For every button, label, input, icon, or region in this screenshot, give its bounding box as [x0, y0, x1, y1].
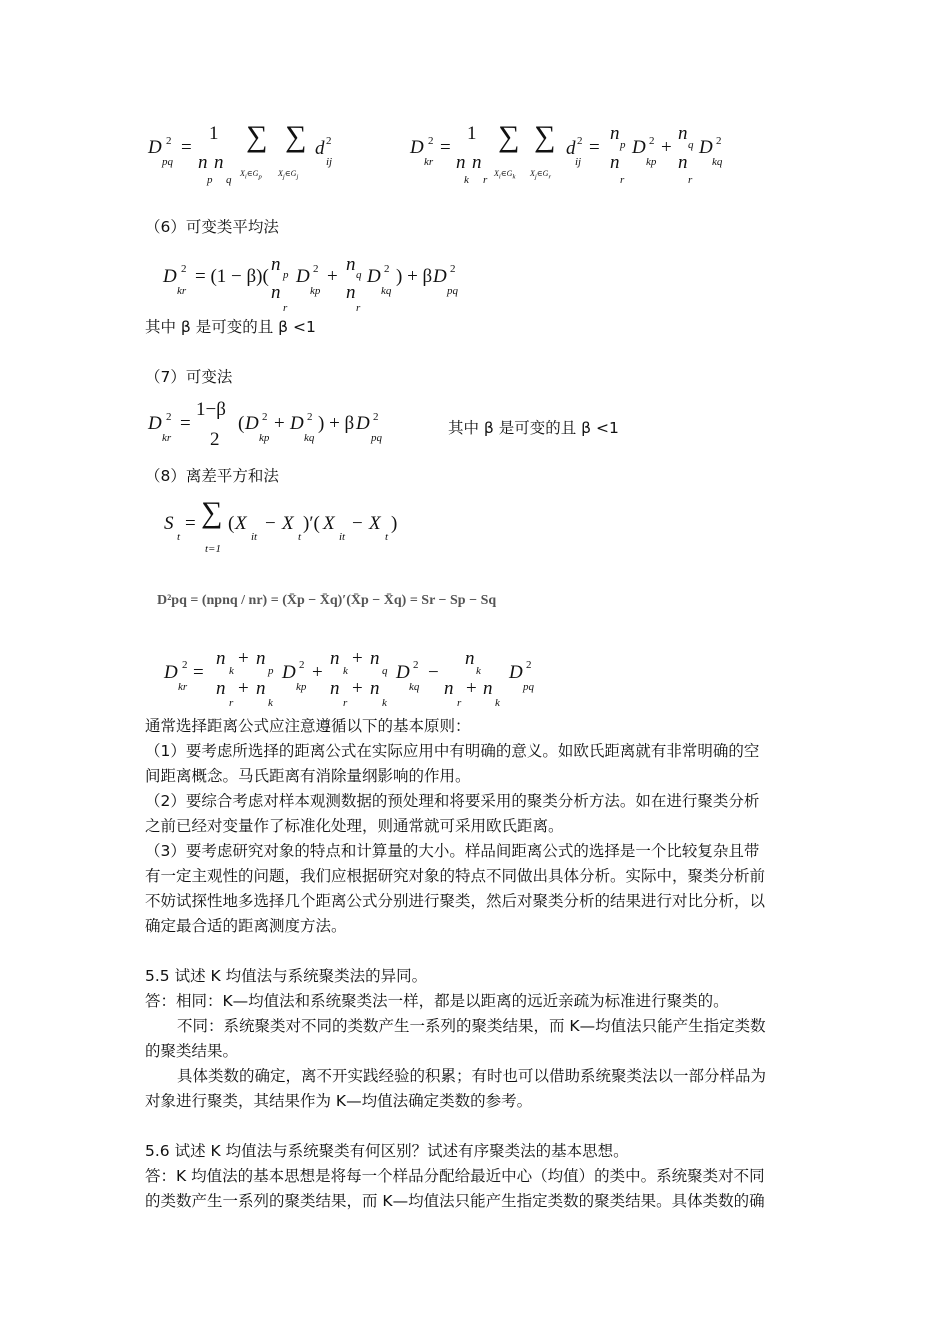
answer-line: 具体类数的确定，离不开实践经验的积累；有时也可以借助系统聚类法以一部分样品为 — [177, 1067, 767, 1085]
heading-variable-class-average: （6）可变类平均法 — [145, 218, 279, 236]
question-5-6-title: 5.6 试述 K 均值法与系统聚类有何区别？试述有序聚类法的基本思想。 — [145, 1142, 629, 1160]
document-page: D 2 pq = 1 n n p q ∑ ∑ $X_i\in G_p$ $X_j\in G_j$ d 2 ij D 2 kr = 1 n n k r ∑ ∑ $X_i\in G_k$ $X_j\in G_r$ d 2 ij = n p n r D 2 kp + n q n r D 2 kq （6）可变类平均法 D 2 kr = (1 − β)( n p n r D 2 kp + n q n r D 2 kq ) + β D 2 pq 其中 β 是可变的且 β <1 （7）可变法 D 2 kr = 1−β 2 ( D 2 kp + D 2 kq ) + β D 2 pq 其中 β 是可变的且 β <1 （8）离差平方和法 S t = ∑ t=1 ( X it − X t )′( X it − X t ) D²pq = (npnq / nr) = (X̄p − X̄q)′(X̄p − X̄q) = Sr − Sp − Sq D 2 kr = n k + n p n r + n k D 2 kp + n k + n q n r + n k D 2 kq − n k n r + n k D 2 pq 通常选择距离公式应注意遵循以下的基本原则： （1）要考虑所选择的距离公式在实际应用中有明确的意义。如欧氏距离就有非常明确的空 间距离概念。马氏距离有消除量纲影响的作用。 （2）要综合考虑对样本观测数据的预处理和将要采用的聚类分析方法。如在进行聚类分析 之前已经对变量作了标准化处理，则通常就可采用欧氏距离。 （3）要考虑研究对象的特点和计算量的大小。样品间距离公式的选择是一个比较复杂且带 有一定主观性的问题，我们应根据研究对象的特点不同做出具体分析。实际中，聚类分析前 不妨试探性地多选择几个距离公式分别进行聚类，然后对聚类分析的结果进行对比分析，以 确定最合适的距离测度方法。 5.5 试述 K 均值法与系统聚类法的异同。 答：相同：K—均值法和系统聚类法一样，都是以距离的远近亲疏为标准进行聚类的。 不同：系统聚类对不同的类数产生一系列的聚类结果，而 K—均值法只能产生指定类数 的聚类结果。 具体类数的确定，离不开实践经验的积累；有时也可以借助系统聚类法以一部分样品为 对象进行聚类，其结果作为 K—均值法确定类数的参考。 5.6 试述 K 均值法与系统聚类有何区别？试述有序聚类法的基本思想。 答：K 均值法的基本思想是将每一个样品分配给最近中心（均值）的类中。系统聚类对不同 的类数产生一系列的聚类结果，而 K—均值法只能产生指定类数的聚类结果。具体类数的确 — [0, 0, 950, 1344]
beta-note-6: 其中 β 是可变的且 β <1 — [145, 318, 316, 336]
principle-line: （2）要综合考虑对样本观测数据的预处理和将要采用的聚类分析方法。如在进行聚类分析 — [145, 792, 760, 810]
principle-line: 有一定主观性的问题，我们应根据研究对象的特点不同做出具体分析。实际中，聚类分析前 — [145, 867, 766, 885]
heading-variable-method: （7）可变法 — [145, 368, 233, 386]
answer-line: 答：K 均值法的基本思想是将每一个样品分配给最近中心（均值）的类中。系统聚类对不同 — [145, 1167, 765, 1185]
principle-line: （3）要考虑研究对象的特点和计算量的大小。样品间距离公式的选择是一个比较复杂且带 — [145, 842, 760, 860]
principle-line: 不妨试探性地多选择几个距离公式分别进行聚类，然后对聚类分析的结果进行对比分析，以 — [145, 892, 766, 910]
answer-line: 答：相同：K—均值法和系统聚类法一样，都是以距离的远近亲疏为标准进行聚类的。 — [145, 992, 729, 1010]
heading-ward-method: （8）离差平方和法 — [145, 467, 279, 485]
answer-line: 不同：系统聚类对不同的类数产生一系列的聚类结果，而 K—均值法只能产生指定类数 — [177, 1017, 766, 1035]
principle-line: 确定最合适的距离测度方法。 — [145, 917, 347, 935]
question-5-5-title: 5.5 试述 K 均值法与系统聚类法的异同。 — [145, 967, 428, 985]
formula-image-ward: D²pq = (npnq / nr) = (X̄p − X̄q)′(X̄p − X̄q) = Sr − Sp − Sq — [157, 593, 497, 608]
principles-intro: 通常选择距离公式应注意遵循以下的基本原则： — [145, 717, 471, 735]
principle-line: 间距离概念。马氏距离有消除量纲影响的作用。 — [145, 767, 471, 785]
principle-line: （1）要考虑所选择的距离公式在实际应用中有明确的意义。如欧氏距离就有非常明确的空 — [145, 742, 760, 760]
answer-line: 的聚类结果。 — [145, 1042, 239, 1060]
beta-note-7: 其中 β 是可变的且 β <1 — [448, 419, 619, 437]
answer-line: 对象进行聚类，其结果作为 K—均值法确定类数的参考。 — [145, 1092, 533, 1110]
answer-line: 的类数产生一系列的聚类结果，而 K—均值法只能产生指定类数的聚类结果。具体类数的确 — [145, 1192, 765, 1210]
principle-line: 之前已经对变量作了标准化处理，则通常就可采用欧氏距离。 — [145, 817, 564, 835]
